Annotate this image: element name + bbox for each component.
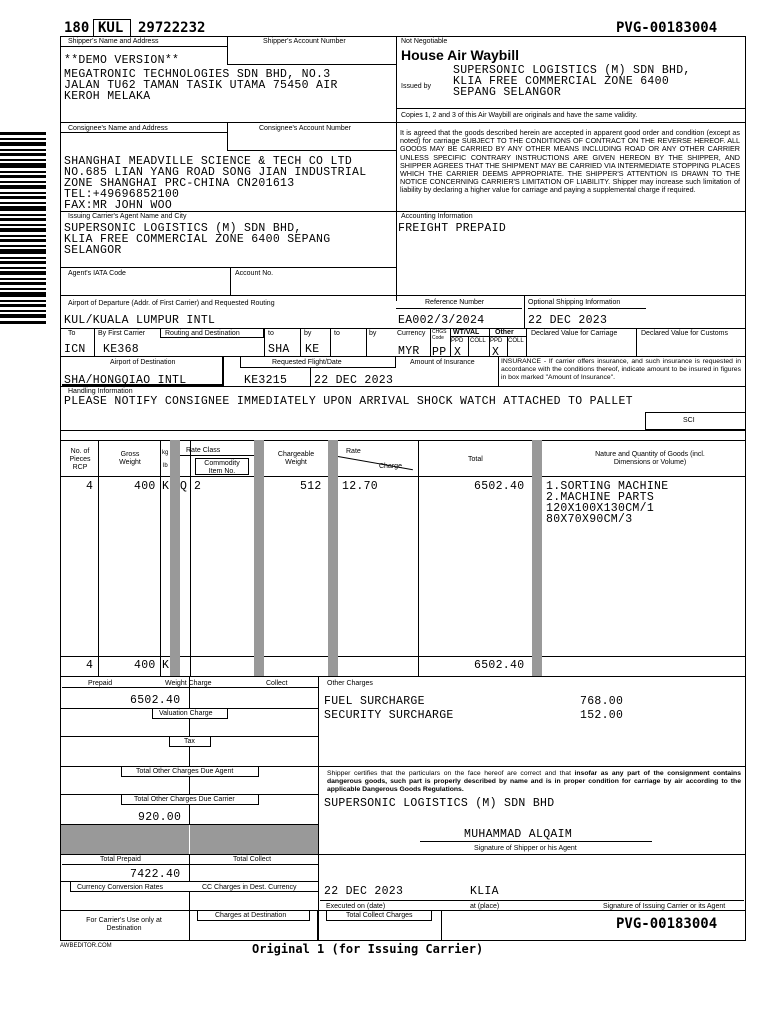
goods-line-4: 80X70X90CM/3	[546, 513, 633, 526]
airport-destination: SHA/HONGQIAO INTL	[64, 374, 187, 387]
routing-to: ICN	[64, 343, 86, 356]
issued-by-label: Issued by	[401, 83, 431, 90]
optional-shipping-label: Optional Shipping Information	[528, 299, 621, 306]
accounting-info-label: Accounting Information	[401, 213, 473, 220]
currency-conversion-label: Currency Conversion Rates	[77, 884, 163, 891]
charge-label: Charge	[379, 463, 402, 470]
wt-coll-label: COLL	[470, 338, 486, 344]
goods-line-2: 2.MACHINE PARTS	[546, 491, 655, 504]
airport-departure: KUL/KUALA LUMPUR INTL	[64, 314, 216, 327]
declared-customs-label: Declared Value for Customs	[641, 330, 729, 337]
cargo-rate: 12.70	[342, 480, 379, 493]
weight-charge-label: Weight Charge	[165, 680, 212, 687]
flight-number: KE3215	[244, 374, 288, 387]
origin-code: KUL	[98, 20, 124, 36]
agent-line-1: SUPERSONIC LOGISTICS (M) SDN BHD,	[64, 222, 302, 235]
nature-goods-label: Nature and Quantity of Goods (incl. Dimensions or Volume)	[595, 451, 705, 466]
other-label: Other	[495, 329, 514, 336]
consignee-line-1: SHANGHAI MEADVILLE SCIENCE & TECH CO LTD	[64, 155, 353, 168]
goods-line-1: 1.SORTING MACHINE	[546, 480, 669, 493]
gross-weight-label: Gross Weight	[119, 451, 141, 466]
currency-label: Currency	[397, 330, 426, 337]
chgs-code-label: CHGS Code	[432, 329, 447, 341]
routing-by2: KE	[305, 343, 320, 356]
no-pieces-label: No. of Pieces RCP	[69, 448, 91, 471]
cargo-gross-weight: 400	[134, 480, 156, 493]
cargo-unit: K	[162, 480, 170, 493]
routing-destination-label: Routing and Destination	[165, 330, 240, 337]
cc-charges-label: CC Charges in Dest. Currency	[202, 884, 297, 891]
copies-note: Copies 1, 2 and 3 of this Air Waybill are originals and have the same validity.	[401, 112, 638, 119]
wt-val-ppd: X	[454, 346, 462, 359]
declared-carriage-label: Declared Value for Carriage	[531, 330, 618, 337]
goods-line-3: 120X100X130CM/1	[546, 502, 655, 515]
charges-destination-label: Charges at Destination	[215, 912, 287, 919]
by2-label: by	[304, 330, 312, 337]
agent-line-3: SELANGOR	[64, 244, 122, 257]
other-ppd-label: PPD	[490, 338, 503, 344]
hawb-number-bottom: PVG-00183004	[616, 916, 718, 932]
total-collect-charges-label: Total Collect Charges	[346, 912, 413, 919]
agent-line-2: KLIA FREE COMMERCIAL ZONE 6400 SEPANG	[64, 233, 331, 246]
sum-unit: K	[162, 659, 170, 672]
total-collect-label: Total Collect	[233, 856, 272, 863]
handling-info-label: Handling Information	[68, 388, 133, 395]
awb-prefix: 180	[64, 20, 90, 36]
total-other-agent-label: Total Other Charges Due Agent	[136, 768, 234, 775]
signature-carrier-label: Signature of Issuing Carrier or its Agent	[603, 903, 726, 910]
rate-class-label: Rate Class	[186, 447, 221, 454]
at-place-label: at (place)	[470, 903, 500, 910]
shipper-account-label: Shipper's Account Number	[263, 38, 346, 45]
sci-label: SCI	[683, 417, 695, 424]
cargo-chargeable-weight: 512	[300, 480, 322, 493]
shipper-cert-part1: Shipper certifies that the particulars on the face hereof are correct and that	[327, 770, 575, 777]
requested-flight-label: Requested Flight/Date	[272, 359, 342, 366]
total-other-carrier-label: Total Other Charges Due Carrier	[134, 796, 235, 803]
footer-brand: AWBEDITOR.COM	[60, 943, 112, 949]
to3-label: to	[334, 330, 340, 337]
executed-date: 22 DEC 2023	[324, 885, 404, 898]
other-coll-label: COLL	[508, 338, 524, 344]
shipper-line-2: MEGATRONIC TECHNOLOGIES SDN BHD, NO.3	[64, 68, 331, 81]
shipper-agent-signature: SUPERSONIC LOGISTICS (M) SDN BHD	[324, 797, 555, 810]
consignee-line-2: NO.685 LIAN YANG ROAD SONG JIAN INDUSTRIAL	[64, 166, 367, 179]
unit-lb-label: lb	[163, 463, 168, 469]
commodity-label: Commodity Item No.	[204, 460, 240, 475]
by-first-carrier-label: By First Carrier	[98, 330, 146, 337]
account-no-label: Account No.	[235, 270, 274, 277]
optional-shipping-date: 22 DEC 2023	[528, 314, 608, 327]
cargo-pieces: 4	[86, 480, 94, 493]
airport-destination-label: Airport of Destination	[110, 359, 176, 366]
shipper-line-1: **DEMO VERSION**	[64, 54, 180, 67]
total-prepaid-label: Total Prepaid	[100, 856, 141, 863]
issuer-line-3: SEPANG SELANGOR	[453, 86, 562, 99]
executed-on-label: Executed on (date)	[326, 903, 386, 910]
amount-insurance-label: Amount of Insurance	[410, 359, 475, 366]
total-label: Total	[468, 456, 483, 463]
valuation-charge-label: Valuation Charge	[159, 710, 213, 717]
unit-kg-label: kg	[162, 450, 169, 456]
consignee-account-label: Consignee's Account Number	[259, 125, 351, 132]
total-prepaid: 7422.40	[130, 868, 181, 881]
rate-label: Rate	[346, 448, 361, 455]
other-charge-2-name: SECURITY SURCHARGE	[324, 709, 454, 722]
prepaid-label: Prepaid	[88, 680, 113, 687]
reference-number: EA002/3/2024	[398, 314, 485, 327]
consignee-name-label: Consignee's Name and Address	[68, 125, 168, 132]
weight-charge-prepaid: 6502.40	[130, 694, 181, 707]
executed-place: KLIA	[470, 885, 499, 898]
shipper-cert-part2: insofar as any part of the consignment contains dangerous goods, such part is properly described by name and is in proper condition for carriage by air according to the applicable Dangerous Goods Regulations.	[327, 770, 741, 793]
cargo-rate-class: Q	[180, 480, 188, 493]
wt-val-label: WT/VAL	[453, 329, 480, 336]
consignee-line-5: FAX:MR JOHN WOO	[64, 199, 173, 212]
agent-name-label: Issuing Carrier's Agent Name and City	[68, 213, 187, 220]
routing-to2: SHA	[268, 343, 290, 356]
not-negotiable-label: Not Negotiable	[401, 38, 448, 45]
shipper-certification	[327, 770, 741, 794]
sum-pieces: 4	[86, 659, 94, 672]
barcode	[0, 132, 46, 324]
cargo-commodity: 2	[194, 480, 202, 493]
signature-shipper-label: Signature of Shipper or his Agent	[474, 845, 577, 852]
due-carrier-amount: 920.00	[138, 811, 182, 824]
handling-info: PLEASE NOTIFY CONSIGNEE IMMEDIATELY UPON ARRIVAL SHOCK WATCH ATTACHED TO PALLET	[64, 395, 633, 408]
shipper-line-4: KEROH MELAKA	[64, 90, 151, 103]
sum-gross-weight: 400	[134, 659, 156, 672]
signer-name: MUHAMMAD ALQAIM	[464, 828, 573, 841]
chargeable-weight-label: Chargeable Weight	[277, 451, 315, 466]
agent-iata-label: Agent's IATA Code	[68, 270, 126, 277]
copy-designation: Original 1 (for Issuing Carrier)	[252, 942, 484, 956]
insurance-note: INSURANCE - If carrier offers insurance, and such insurance is requested in accordance with the conditions thereof, indicate amount to be insured in figures in box marked "Amount of Insurance".	[501, 358, 741, 381]
consignee-line-4: TEL:+49696852100	[64, 188, 180, 201]
cargo-total: 6502.40	[474, 480, 525, 493]
accounting-info: FREIGHT PREPAID	[398, 222, 507, 235]
collect-label: Collect	[266, 680, 288, 687]
reference-number-label: Reference Number	[425, 299, 485, 306]
by3-label: by	[369, 330, 377, 337]
wt-ppd-label: PPD	[451, 338, 464, 344]
carrier-use-label: For Carrier's Use only at Destination	[86, 917, 162, 932]
issuer-line-1: SUPERSONIC LOGISTICS (M) SDN BHD,	[453, 64, 691, 77]
other-coll: X	[492, 346, 500, 359]
other-charge-1-name: FUEL SURCHARGE	[324, 695, 425, 708]
hawb-number-top: PVG-00183004	[616, 20, 718, 36]
consignee-line-3: ZONE SHANGHAI PRC-CHINA CN201613	[64, 177, 295, 190]
conditions-of-contract: It is agreed that the goods described herein are accepted in apparent good order and condition (except as noted) for carriage SUBJECT TO THE CONDITIONS OF CONTRACT ON THE REVERSE HEREOF. ALL GOODS MAY BE CARRIED BY ANY OTHER MEANS INCLUDING ROAD OR ANY OTHER CARRIER UNLESS SPECIFIC CONTRARY INSTRUCTIONS ARE GIVEN HEREON BY THE SHIPPER, AND SHIPPER AGREES THAT THE SHIPMENT MAY BE CARRIED VIA INTERMEDIATE STOPPING PLACES WHICH THE CARRIER DEEMS APPROPRIATE. THE SHIPPER'S ATTENTION IS DRAWN TO THE NOTICE CONCERNING CARRIER'S LIMITATION OF LIABILITY. Shipper may increase such limitation of liability by declaring a higher value for carriage and paying a supplemental charge if required.	[400, 128, 740, 195]
first-carrier: KE368	[103, 343, 140, 356]
tax-label: Tax	[184, 738, 195, 745]
document-title: House Air Waybill	[401, 47, 519, 63]
chgs-code: PP	[432, 346, 447, 359]
other-charge-2-amount: 152.00	[580, 709, 624, 722]
shipper-name-label: Shipper's Name and Address	[68, 38, 159, 45]
flight-date: 22 DEC 2023	[314, 374, 394, 387]
other-charges-label: Other Charges	[327, 680, 373, 687]
to2-label: to	[268, 330, 274, 337]
shipper-line-3: JALAN TU62 TAMAN TASIK UTAMA 75450 AIR	[64, 79, 338, 92]
other-charge-1-amount: 768.00	[580, 695, 624, 708]
to-label: To	[68, 330, 76, 337]
currency-code: MYR	[398, 345, 420, 358]
sum-total: 6502.40	[474, 659, 525, 672]
issuer-line-2: KLIA FREE COMMERCIAL ZONE 6400	[453, 75, 670, 88]
awb-serial: 29722232	[138, 20, 206, 36]
airport-departure-label: Airport of Departure (Addr. of First Carrier) and Requested Routing	[68, 300, 275, 307]
